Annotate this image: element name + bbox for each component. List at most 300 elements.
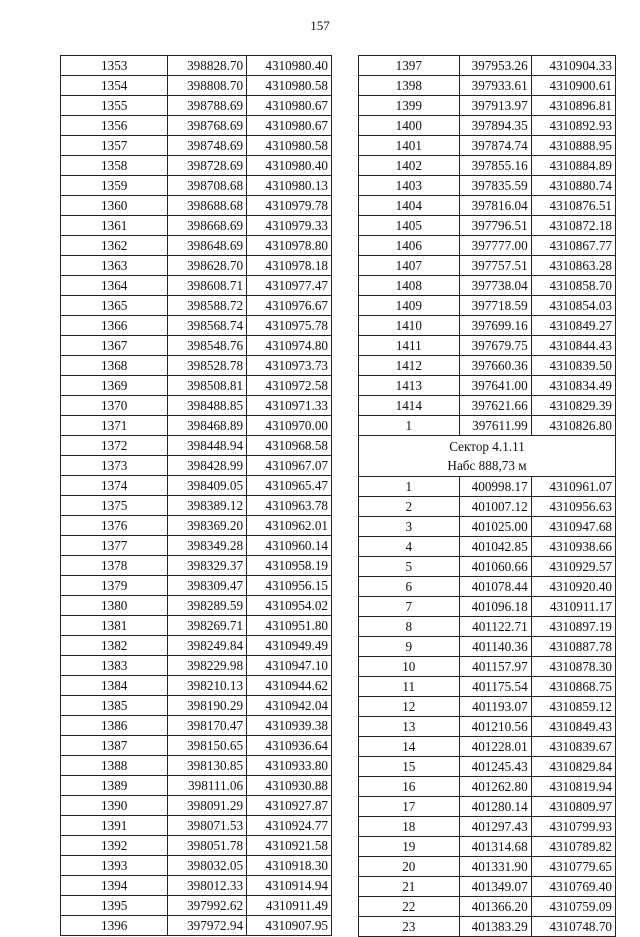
table-row xyxy=(61,416,332,436)
y-coordinate-cell: 4310961.07 xyxy=(531,477,615,497)
table-row xyxy=(359,96,616,116)
table-row xyxy=(61,736,332,756)
right-table-body-top xyxy=(359,56,616,436)
point-number-cell: 1411 xyxy=(359,336,460,356)
x-coordinate-cell: 398170.47 xyxy=(168,716,247,736)
y-coordinate-cell: 4310911.49 xyxy=(247,896,332,916)
y-coordinate-cell: 4310819.94 xyxy=(531,777,615,797)
table-row xyxy=(61,676,332,696)
y-coordinate-cell: 4310968.58 xyxy=(247,436,332,456)
table-row xyxy=(359,356,616,376)
table-row xyxy=(359,176,616,196)
table-row xyxy=(359,376,616,396)
x-coordinate-cell: 398309.47 xyxy=(168,576,247,596)
table-row xyxy=(61,856,332,876)
point-number-cell: 6 xyxy=(359,577,460,597)
x-coordinate-cell: 397641.00 xyxy=(459,376,531,396)
x-coordinate-cell: 398828.70 xyxy=(168,56,247,76)
x-coordinate-cell: 401210.56 xyxy=(459,717,531,737)
table-row xyxy=(61,796,332,816)
y-coordinate-cell: 4310939.38 xyxy=(247,716,332,736)
y-coordinate-cell: 4310880.74 xyxy=(531,176,615,196)
point-number-cell: 1406 xyxy=(359,236,460,256)
table-row xyxy=(61,336,332,356)
x-coordinate-cell: 398210.13 xyxy=(168,676,247,696)
table-row xyxy=(359,236,616,256)
y-coordinate-cell: 4310789.82 xyxy=(531,837,615,857)
x-coordinate-cell: 401175.54 xyxy=(459,677,531,697)
y-coordinate-cell: 4310829.84 xyxy=(531,757,615,777)
y-coordinate-cell: 4310809.97 xyxy=(531,797,615,817)
table-row xyxy=(359,76,616,96)
x-coordinate-cell: 398788.69 xyxy=(168,96,247,116)
y-coordinate-cell: 4310980.40 xyxy=(247,56,332,76)
point-number-cell: 1390 xyxy=(61,796,168,816)
x-coordinate-cell: 398428.99 xyxy=(168,456,247,476)
point-number-cell: 20 xyxy=(359,857,460,877)
point-number-cell: 1392 xyxy=(61,836,168,856)
point-number-cell: 1366 xyxy=(61,316,168,336)
table-row xyxy=(61,536,332,556)
table-row xyxy=(61,176,332,196)
point-number-cell: 1380 xyxy=(61,596,168,616)
table-row xyxy=(359,256,616,276)
table-row xyxy=(359,877,616,897)
coordinates-table-left xyxy=(60,55,332,936)
y-coordinate-cell: 4310867.77 xyxy=(531,236,615,256)
x-coordinate-cell: 398190.29 xyxy=(168,696,247,716)
x-coordinate-cell: 401297.43 xyxy=(459,817,531,837)
x-coordinate-cell: 398409.05 xyxy=(168,476,247,496)
y-coordinate-cell: 4310897.19 xyxy=(531,617,615,637)
point-number-cell: 1363 xyxy=(61,256,168,276)
table-row xyxy=(359,396,616,416)
table-row xyxy=(61,516,332,536)
x-coordinate-cell: 398688.68 xyxy=(168,196,247,216)
y-coordinate-cell: 4310927.87 xyxy=(247,796,332,816)
left-table-body xyxy=(61,56,332,936)
point-number-cell: 7 xyxy=(359,597,460,617)
point-number-cell: 1388 xyxy=(61,756,168,776)
table-row xyxy=(359,296,616,316)
table-row xyxy=(61,116,332,136)
table-row xyxy=(61,776,332,796)
point-number-cell: 12 xyxy=(359,697,460,717)
point-number-cell: 1389 xyxy=(61,776,168,796)
point-number-cell: 1402 xyxy=(359,156,460,176)
x-coordinate-cell: 397933.61 xyxy=(459,76,531,96)
table-row xyxy=(61,316,332,336)
x-coordinate-cell: 398369.20 xyxy=(168,516,247,536)
table-row xyxy=(61,816,332,836)
x-coordinate-cell: 398548.76 xyxy=(168,336,247,356)
table-row xyxy=(359,597,616,617)
y-coordinate-cell: 4310980.67 xyxy=(247,116,332,136)
y-coordinate-cell: 4310839.50 xyxy=(531,356,615,376)
y-coordinate-cell: 4310859.12 xyxy=(531,697,615,717)
point-number-cell: 17 xyxy=(359,797,460,817)
table-row xyxy=(61,216,332,236)
y-coordinate-cell: 4310979.33 xyxy=(247,216,332,236)
x-coordinate-cell: 398051.78 xyxy=(168,836,247,856)
x-coordinate-cell: 401193.07 xyxy=(459,697,531,717)
point-number-cell: 1381 xyxy=(61,616,168,636)
y-coordinate-cell: 4310834.49 xyxy=(531,376,615,396)
point-number-cell: 1414 xyxy=(359,396,460,416)
y-coordinate-cell: 4310759.09 xyxy=(531,897,615,917)
point-number-cell: 1410 xyxy=(359,316,460,336)
point-number-cell: 5 xyxy=(359,557,460,577)
section-header-row xyxy=(359,436,616,477)
point-number-cell: 16 xyxy=(359,777,460,797)
point-number-cell: 1364 xyxy=(61,276,168,296)
table-row xyxy=(359,837,616,857)
x-coordinate-cell: 398032.05 xyxy=(168,856,247,876)
y-coordinate-cell: 4310849.27 xyxy=(531,316,615,336)
y-coordinate-cell: 4310878.30 xyxy=(531,657,615,677)
y-coordinate-cell: 4310962.01 xyxy=(247,516,332,536)
x-coordinate-cell: 398748.69 xyxy=(168,136,247,156)
y-coordinate-cell: 4310826.80 xyxy=(531,416,615,436)
x-coordinate-cell: 397796.51 xyxy=(459,216,531,236)
table-row xyxy=(61,696,332,716)
y-coordinate-cell: 4310779.65 xyxy=(531,857,615,877)
point-number-cell: 10 xyxy=(359,657,460,677)
y-coordinate-cell: 4310892.93 xyxy=(531,116,615,136)
x-coordinate-cell: 398608.71 xyxy=(168,276,247,296)
point-number-cell: 1409 xyxy=(359,296,460,316)
table-row xyxy=(359,857,616,877)
x-coordinate-cell: 397757.51 xyxy=(459,256,531,276)
y-coordinate-cell: 4310876.51 xyxy=(531,196,615,216)
right-table-body-bottom xyxy=(359,477,616,937)
point-number-cell: 22 xyxy=(359,897,460,917)
y-coordinate-cell: 4310980.58 xyxy=(247,76,332,96)
y-coordinate-cell: 4310839.67 xyxy=(531,737,615,757)
x-coordinate-cell: 398568.74 xyxy=(168,316,247,336)
table-row xyxy=(61,356,332,376)
table-row xyxy=(359,657,616,677)
table-row xyxy=(359,336,616,356)
page-number: 157 xyxy=(310,18,330,33)
point-number-cell: 1360 xyxy=(61,196,168,216)
y-coordinate-cell: 4310949.49 xyxy=(247,636,332,656)
table-row xyxy=(359,737,616,757)
point-number-cell: 1378 xyxy=(61,556,168,576)
y-coordinate-cell: 4310971.33 xyxy=(247,396,332,416)
y-coordinate-cell: 4310980.40 xyxy=(247,156,332,176)
point-number-cell: 1396 xyxy=(61,916,168,936)
point-number-cell: 1413 xyxy=(359,376,460,396)
point-number-cell: 1412 xyxy=(359,356,460,376)
x-coordinate-cell: 398648.69 xyxy=(168,236,247,256)
x-coordinate-cell: 400998.17 xyxy=(459,477,531,497)
y-coordinate-cell: 4310956.63 xyxy=(531,497,615,517)
point-number-cell: 1 xyxy=(359,477,460,497)
point-number-cell: 8 xyxy=(359,617,460,637)
point-number-cell: 1376 xyxy=(61,516,168,536)
y-coordinate-cell: 4310896.81 xyxy=(531,96,615,116)
x-coordinate-cell: 398448.94 xyxy=(168,436,247,456)
y-coordinate-cell: 4310884.89 xyxy=(531,156,615,176)
y-coordinate-cell: 4310975.78 xyxy=(247,316,332,336)
y-coordinate-cell: 4310924.77 xyxy=(247,816,332,836)
section-subtitle: Набс 888,73 м xyxy=(447,458,527,473)
point-number-cell: 1365 xyxy=(61,296,168,316)
table-row xyxy=(61,756,332,776)
y-coordinate-cell: 4310951.80 xyxy=(247,616,332,636)
point-number-cell: 1391 xyxy=(61,816,168,836)
point-number-cell: 4 xyxy=(359,537,460,557)
y-coordinate-cell: 4310980.67 xyxy=(247,96,332,116)
x-coordinate-cell: 398111.06 xyxy=(168,776,247,796)
y-coordinate-cell: 4310904.33 xyxy=(531,56,615,76)
table-row xyxy=(359,757,616,777)
table-row xyxy=(359,216,616,236)
x-coordinate-cell: 398091.29 xyxy=(168,796,247,816)
table-row xyxy=(61,876,332,896)
y-coordinate-cell: 4310799.93 xyxy=(531,817,615,837)
point-number-cell: 21 xyxy=(359,877,460,897)
y-coordinate-cell: 4310965.47 xyxy=(247,476,332,496)
x-coordinate-cell: 398628.70 xyxy=(168,256,247,276)
x-coordinate-cell: 397699.16 xyxy=(459,316,531,336)
point-number-cell: 9 xyxy=(359,637,460,657)
table-row xyxy=(359,517,616,537)
x-coordinate-cell: 398588.72 xyxy=(168,296,247,316)
y-coordinate-cell: 4310887.78 xyxy=(531,637,615,657)
x-coordinate-cell: 401280.14 xyxy=(459,797,531,817)
point-number-cell: 1393 xyxy=(61,856,168,876)
x-coordinate-cell: 397953.26 xyxy=(459,56,531,76)
point-number-cell: 1354 xyxy=(61,76,168,96)
point-number-cell: 1355 xyxy=(61,96,168,116)
table-row xyxy=(359,717,616,737)
table-row xyxy=(61,596,332,616)
y-coordinate-cell: 4310960.14 xyxy=(247,536,332,556)
y-coordinate-cell: 4310980.13 xyxy=(247,176,332,196)
table-row xyxy=(61,556,332,576)
point-number-cell: 1405 xyxy=(359,216,460,236)
table-row xyxy=(61,276,332,296)
point-number-cell: 1359 xyxy=(61,176,168,196)
point-number-cell: 1403 xyxy=(359,176,460,196)
x-coordinate-cell: 398329.37 xyxy=(168,556,247,576)
table-row xyxy=(61,76,332,96)
point-number-cell: 1362 xyxy=(61,236,168,256)
section-header xyxy=(359,436,616,477)
table-row xyxy=(61,196,332,216)
table-row xyxy=(359,557,616,577)
y-coordinate-cell: 4310921.58 xyxy=(247,836,332,856)
point-number-cell: 1375 xyxy=(61,496,168,516)
x-coordinate-cell: 401042.85 xyxy=(459,537,531,557)
table-row xyxy=(61,136,332,156)
point-number-cell: 1384 xyxy=(61,676,168,696)
x-coordinate-cell: 398808.70 xyxy=(168,76,247,96)
point-number-cell: 1358 xyxy=(61,156,168,176)
table-row xyxy=(61,376,332,396)
y-coordinate-cell: 4310844.43 xyxy=(531,336,615,356)
table-row xyxy=(61,636,332,656)
x-coordinate-cell: 401349.07 xyxy=(459,877,531,897)
x-coordinate-cell: 401060.66 xyxy=(459,557,531,577)
point-number-cell: 1401 xyxy=(359,136,460,156)
y-coordinate-cell: 4310954.02 xyxy=(247,596,332,616)
table-row xyxy=(359,316,616,336)
y-coordinate-cell: 4310930.88 xyxy=(247,776,332,796)
point-number-cell: 23 xyxy=(359,917,460,937)
point-number-cell: 1373 xyxy=(61,456,168,476)
y-coordinate-cell: 4310978.80 xyxy=(247,236,332,256)
point-number-cell: 15 xyxy=(359,757,460,777)
point-number-cell: 1372 xyxy=(61,436,168,456)
point-number-cell: 1399 xyxy=(359,96,460,116)
y-coordinate-cell: 4310920.40 xyxy=(531,577,615,597)
point-number-cell: 1370 xyxy=(61,396,168,416)
table-row xyxy=(359,797,616,817)
table-row xyxy=(359,136,616,156)
x-coordinate-cell: 398389.12 xyxy=(168,496,247,516)
x-coordinate-cell: 397718.59 xyxy=(459,296,531,316)
y-coordinate-cell: 4310947.10 xyxy=(247,656,332,676)
point-number-cell: 1408 xyxy=(359,276,460,296)
x-coordinate-cell: 398269.71 xyxy=(168,616,247,636)
x-coordinate-cell: 398528.78 xyxy=(168,356,247,376)
point-number-cell: 1379 xyxy=(61,576,168,596)
y-coordinate-cell: 4310973.73 xyxy=(247,356,332,376)
y-coordinate-cell: 4310976.67 xyxy=(247,296,332,316)
point-number-cell: 1400 xyxy=(359,116,460,136)
y-coordinate-cell: 4310938.66 xyxy=(531,537,615,557)
y-coordinate-cell: 4310888.95 xyxy=(531,136,615,156)
table-row xyxy=(359,56,616,76)
y-coordinate-cell: 4310933.80 xyxy=(247,756,332,776)
table-row xyxy=(61,436,332,456)
y-coordinate-cell: 4310970.00 xyxy=(247,416,332,436)
table-row xyxy=(359,537,616,557)
coordinates-table-right xyxy=(358,55,616,937)
y-coordinate-cell: 4310942.04 xyxy=(247,696,332,716)
table-row xyxy=(61,156,332,176)
x-coordinate-cell: 401383.29 xyxy=(459,917,531,937)
table-row xyxy=(61,616,332,636)
y-coordinate-cell: 4310849.43 xyxy=(531,717,615,737)
point-number-cell: 1357 xyxy=(61,136,168,156)
y-coordinate-cell: 4310863.28 xyxy=(531,256,615,276)
x-coordinate-cell: 401157.97 xyxy=(459,657,531,677)
point-number-cell: 1382 xyxy=(61,636,168,656)
x-coordinate-cell: 398349.28 xyxy=(168,536,247,556)
point-number-cell: 13 xyxy=(359,717,460,737)
point-number-cell: 1356 xyxy=(61,116,168,136)
y-coordinate-cell: 4310929.57 xyxy=(531,557,615,577)
x-coordinate-cell: 398150.65 xyxy=(168,736,247,756)
point-number-cell: 1386 xyxy=(61,716,168,736)
point-number-cell: 11 xyxy=(359,677,460,697)
x-coordinate-cell: 401228.01 xyxy=(459,737,531,757)
x-coordinate-cell: 401262.80 xyxy=(459,777,531,797)
table-row xyxy=(359,917,616,937)
y-coordinate-cell: 4310868.75 xyxy=(531,677,615,697)
table-row xyxy=(61,236,332,256)
x-coordinate-cell: 397738.04 xyxy=(459,276,531,296)
x-coordinate-cell: 397816.04 xyxy=(459,196,531,216)
table-row xyxy=(61,96,332,116)
x-coordinate-cell: 397913.97 xyxy=(459,96,531,116)
y-coordinate-cell: 4310858.70 xyxy=(531,276,615,296)
y-coordinate-cell: 4310958.19 xyxy=(247,556,332,576)
table-row xyxy=(61,476,332,496)
x-coordinate-cell: 401122.71 xyxy=(459,617,531,637)
x-coordinate-cell: 398668.69 xyxy=(168,216,247,236)
y-coordinate-cell: 4310944.62 xyxy=(247,676,332,696)
x-coordinate-cell: 398229.98 xyxy=(168,656,247,676)
y-coordinate-cell: 4310907.95 xyxy=(247,916,332,936)
point-number-cell: 1371 xyxy=(61,416,168,436)
table-row xyxy=(359,697,616,717)
x-coordinate-cell: 397679.75 xyxy=(459,336,531,356)
table-row xyxy=(359,897,616,917)
table-row xyxy=(359,677,616,697)
x-coordinate-cell: 397660.36 xyxy=(459,356,531,376)
point-number-cell: 3 xyxy=(359,517,460,537)
y-coordinate-cell: 4310872.18 xyxy=(531,216,615,236)
y-coordinate-cell: 4310911.17 xyxy=(531,597,615,617)
table-row xyxy=(359,577,616,597)
table-row xyxy=(61,56,332,76)
table-row xyxy=(61,716,332,736)
y-coordinate-cell: 4310918.30 xyxy=(247,856,332,876)
x-coordinate-cell: 397972.94 xyxy=(168,916,247,936)
table-row xyxy=(359,477,616,497)
point-number-cell: 1395 xyxy=(61,896,168,916)
table-row xyxy=(61,836,332,856)
y-coordinate-cell: 4310829.39 xyxy=(531,396,615,416)
point-number-cell: 1387 xyxy=(61,736,168,756)
y-coordinate-cell: 4310979.78 xyxy=(247,196,332,216)
x-coordinate-cell: 401140.36 xyxy=(459,637,531,657)
table-row xyxy=(61,896,332,916)
x-coordinate-cell: 398071.53 xyxy=(168,816,247,836)
x-coordinate-cell: 397835.59 xyxy=(459,176,531,196)
x-coordinate-cell: 401331.90 xyxy=(459,857,531,877)
y-coordinate-cell: 4310947.68 xyxy=(531,517,615,537)
section-header-group xyxy=(359,436,616,477)
table-row xyxy=(359,777,616,797)
x-coordinate-cell: 397874.74 xyxy=(459,136,531,156)
x-coordinate-cell: 398249.84 xyxy=(168,636,247,656)
x-coordinate-cell: 398708.68 xyxy=(168,176,247,196)
point-number-cell: 1374 xyxy=(61,476,168,496)
table-row xyxy=(359,617,616,637)
x-coordinate-cell: 398768.69 xyxy=(168,116,247,136)
table-row xyxy=(359,637,616,657)
table-row xyxy=(61,256,332,276)
x-coordinate-cell: 398488.85 xyxy=(168,396,247,416)
point-number-cell: 1369 xyxy=(61,376,168,396)
point-number-cell: 1367 xyxy=(61,336,168,356)
table-row xyxy=(61,916,332,936)
point-number-cell: 1 xyxy=(359,416,460,436)
x-coordinate-cell: 397855.16 xyxy=(459,156,531,176)
table-row xyxy=(359,416,616,436)
x-coordinate-cell: 397992.62 xyxy=(168,896,247,916)
x-coordinate-cell: 397777.00 xyxy=(459,236,531,256)
point-number-cell: 1394 xyxy=(61,876,168,896)
table-row xyxy=(359,116,616,136)
table-row xyxy=(359,156,616,176)
